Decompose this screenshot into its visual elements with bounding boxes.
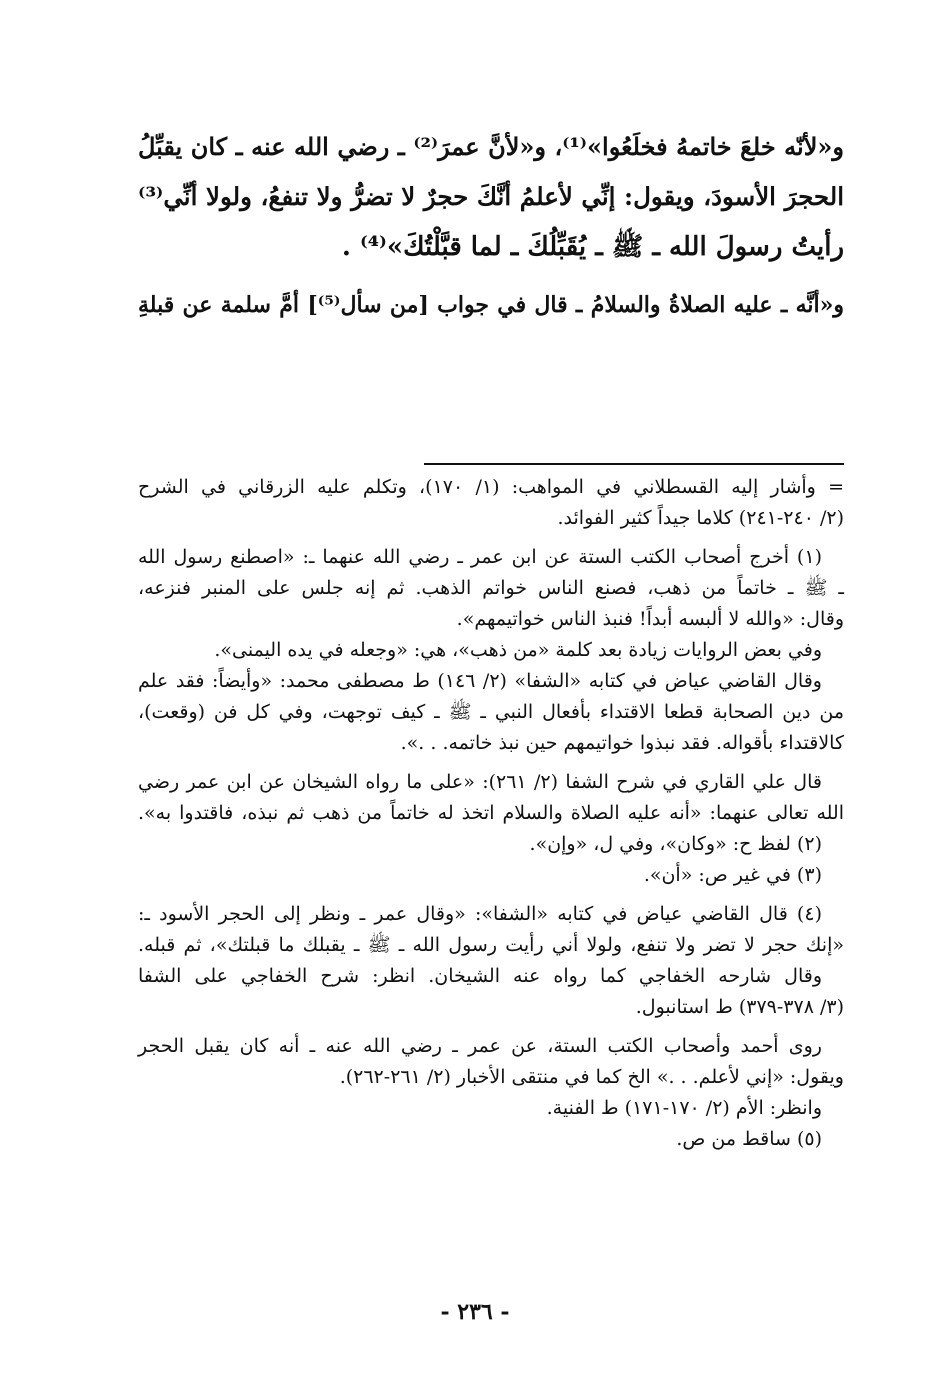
- main-text-line: رأيتُ رسولَ الله ـ ﷺ ـ يُقَبِّلُكَ ـ لما قبَّلْتُكَ»⁽⁴⁾ .: [341, 232, 844, 262]
- footnote-line: من دين الصحابة قطعا الاقتداء بأفعال النبي ـ ﷺ ـ كيف توجهت، وفي كل فن (وقعت)،: [138, 701, 844, 723]
- footnote-line: (٤) قال القاضي عياض في كتابه «الشفا»: «وقال عمر ـ ونظر إلى الحجر الأسود ـ:: [138, 903, 822, 925]
- footnote-line: كالاقتداء بأقواله. فقد نبذوا خواتيمهم حين نبذ خاتمه. . .».: [400, 732, 844, 754]
- main-text-line: و«لأنّه خلعَ خاتمهُ فخلَعُوا»⁽¹⁾، و«لأنَّ عمرَ⁽²⁾ ـ رضي الله عنه ـ كان يقبِّلُ: [138, 132, 845, 161]
- footnote-line: الله تعالى عنهما: «أنه عليه الصلاة والسلام اتخذ له خاتماً من ذهب ثم نبذه، فاقتدوا به».: [138, 802, 844, 824]
- footnote-line: = وأشار إليه القسطلاني في المواهب: (١/ ١٧٠)، وتكلم عليه الزرقاني في الشرح: [138, 476, 844, 498]
- footnote-line: وانظر: الأم (٢/ ١٧٠-١٧١) ط الفنية.: [546, 1097, 822, 1119]
- main-text: [138, 122, 844, 330]
- footnote-line: وقال القاضي عياض في كتابه «الشفا» (٢/ ١٤٦) ط مصطفى محمد: «وأيضاً: فقد علم: [138, 670, 822, 692]
- footnotes: [138, 472, 844, 1155]
- footnote-line: وقال: «والله لا ألبسه أبداً! فنبذ الناس خواتيمهم».: [456, 608, 844, 630]
- footnote-line: قال علي القاري في شرح الشفا (٢/ ٢٦١): «على ما رواه الشيخان عن ابن عمر رضي: [138, 771, 822, 793]
- footnote-line: (٢) لفظ ح: «وكان»، وفي ل، «وإن».: [529, 833, 822, 855]
- footnote-line: ويقول: «إني لأعلم. . .» الخ كما في منتقى الأخبار (٢/ ٢٦١-٢٦٢).: [339, 1066, 844, 1088]
- footnote-line: وفي بعض الروايات زيادة بعد كلمة «من ذهب»، هي: «وجعله في يده اليمنى».: [214, 639, 822, 661]
- footnote-line: (٢/ ٢٤٠-٢٤١) كلاما جيداً كثير الفوائد.: [557, 507, 844, 529]
- footnote-line: (١) أخرج أصحاب الكتب الستة عن ابن عمر ـ رضي الله عنهما ـ: «اصطنع رسول الله: [138, 546, 822, 568]
- page-number: - ٢٣٦ -: [440, 1299, 510, 1325]
- footnote-line: «إنك حجر لا تضر ولا تنفع، ولولا أني رأيت رسول الله ـ ﷺ ـ يقبلك ما قبلتك»، ثم قبله.: [138, 934, 844, 956]
- footnote-divider: [424, 463, 844, 465]
- footnote-line: (٣/ ٣٧٨-٣٧٩) ط استانبول.: [635, 996, 844, 1018]
- footnote-line: ـ ﷺ ـ خاتماً من ذهب، فصنع الناس خواتم الذهب. ثم إنه جلس على المنبر فنزعه،: [138, 577, 844, 599]
- footnote-line: وقال شارحه الخفاجي كما رواه عنه الشيخان. انظر: شرح الخفاجي على الشفا: [138, 965, 822, 987]
- main-text-line: و«أنَّه ـ عليه الصلاةُ والسلامُ ـ قال في جواب [من سأل⁽⁵⁾] أمَّ سلمة عن قبلةِ: [138, 292, 844, 318]
- footnote-line: (٥) ساقط من ص.: [676, 1128, 822, 1150]
- main-text-line: الحجرَ الأسودَ، ويقول: إنِّي لأعلمُ أنَّكَ حجرٌ لا تضرُّ ولا تنفعُ، ولولا أنِّي⁽³⁾: [138, 182, 844, 211]
- footnote-line: روى أحمد وأصحاب الكتب الستة، عن عمر ـ رضي الله عنه ـ أنه كان يقبل الحجر: [138, 1035, 822, 1057]
- footnote-line: (٣) في غير ص: «أن».: [643, 864, 822, 886]
